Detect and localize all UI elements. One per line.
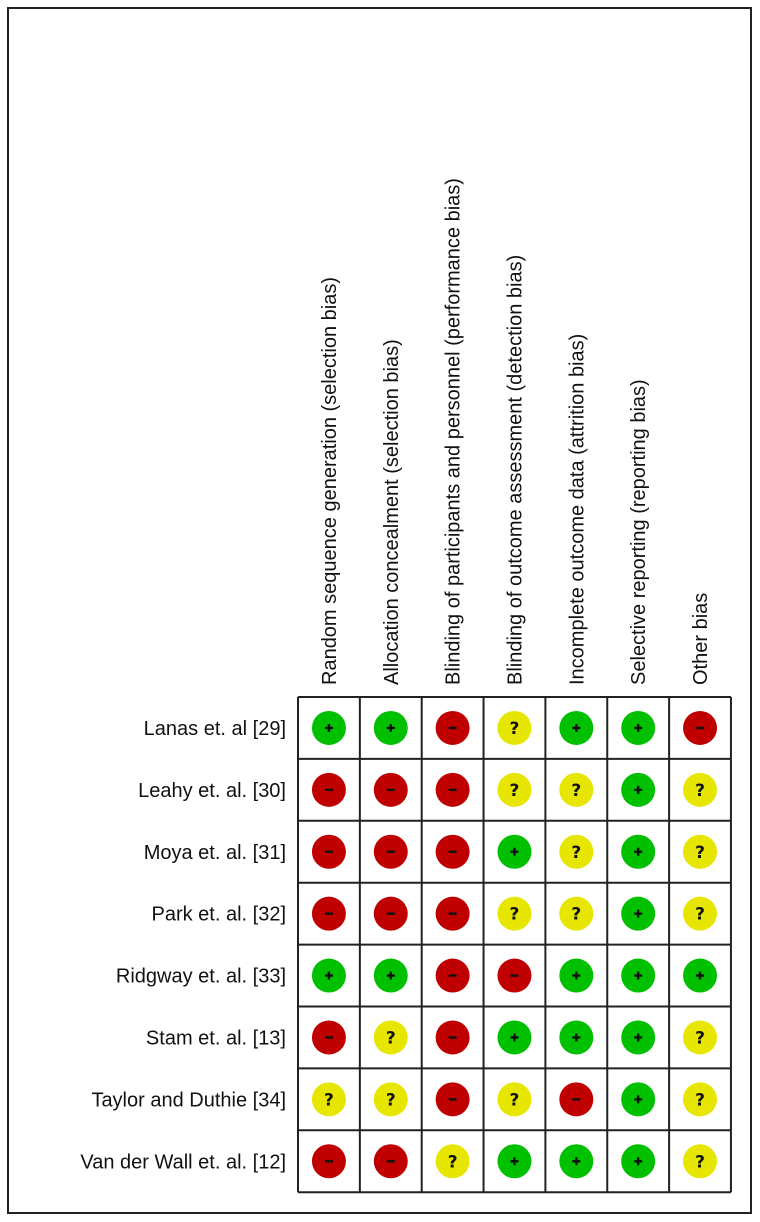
column-label: Other bias: [690, 592, 713, 685]
minus-icon: [572, 1098, 580, 1100]
high-risk-marker: [312, 835, 346, 869]
question-mark-icon: ?: [509, 1090, 520, 1111]
question-mark-icon: ?: [695, 1090, 705, 1111]
row-label: Moya et. al. [31]: [143, 841, 286, 864]
high-risk-marker: [497, 959, 531, 993]
row-label: Stam et. al. [13]: [145, 1027, 286, 1050]
question-mark-icon: ?: [571, 780, 582, 801]
plus-icon-v: [513, 1033, 515, 1041]
low-risk-marker: [497, 835, 531, 869]
minus-icon: [387, 912, 395, 914]
minus-icon: [449, 1098, 457, 1100]
high-risk-marker: [436, 1082, 470, 1116]
plus-icon-v: [637, 972, 639, 980]
question-mark-icon: ?: [385, 1028, 396, 1049]
unclear-risk-marker: [374, 1020, 408, 1054]
high-risk-marker: [436, 835, 470, 869]
high-risk-marker: [312, 1144, 346, 1178]
low-risk-marker: [621, 897, 655, 931]
low-risk-marker: [621, 835, 655, 869]
minus-icon: [387, 851, 395, 853]
plus-icon-v: [637, 786, 639, 794]
unclear-risk-marker: [683, 835, 717, 869]
high-risk-marker: [436, 897, 470, 931]
grid: [298, 697, 731, 1192]
plus-icon-v: [390, 972, 392, 980]
plus-icon-v: [637, 910, 639, 918]
row-label: Park et. al. [32]: [151, 903, 286, 926]
high-risk-marker: [559, 1082, 593, 1116]
plus-icon-v: [513, 1157, 515, 1165]
column-label: Blinding of participants and personnel (performance bias): [442, 178, 465, 685]
column-label: Selective reporting (reporting bias): [628, 379, 651, 685]
low-risk-marker: [621, 773, 655, 807]
question-mark-icon: ?: [571, 842, 582, 863]
minus-icon: [387, 789, 395, 791]
question-mark-icon: ?: [695, 1152, 705, 1173]
minus-icon: [449, 912, 457, 914]
plus-icon-v: [637, 1157, 639, 1165]
unclear-risk-marker: [559, 835, 593, 869]
high-risk-marker: [436, 711, 470, 745]
high-risk-marker: [374, 1144, 408, 1178]
minus-icon: [449, 789, 457, 791]
question-mark-icon: ?: [695, 780, 705, 801]
question-mark-icon: ?: [509, 780, 520, 801]
row-label: Ridgway et. al. [33]: [115, 965, 286, 988]
question-mark-icon: ?: [695, 1028, 705, 1049]
plus-icon-v: [637, 724, 639, 732]
unclear-risk-marker: [559, 897, 593, 931]
minus-icon: [325, 1160, 333, 1162]
unclear-risk-marker: [559, 773, 593, 807]
unclear-risk-marker: [436, 1144, 470, 1178]
column-label: Incomplete outcome data (attrition bias): [566, 333, 589, 685]
plus-icon-v: [699, 972, 701, 980]
low-risk-marker: [374, 959, 408, 993]
low-risk-marker: [374, 711, 408, 745]
high-risk-marker: [312, 773, 346, 807]
low-risk-marker: [497, 1020, 531, 1054]
low-risk-marker: [559, 1020, 593, 1054]
column-label: Blinding of outcome assessment (detection bias): [504, 254, 527, 685]
low-risk-marker: [312, 711, 346, 745]
minus-icon: [325, 1036, 333, 1038]
high-risk-marker: [374, 773, 408, 807]
minus-icon: [449, 1036, 457, 1038]
row-label: Leahy et. al. [30]: [138, 779, 286, 802]
minus-icon: [325, 789, 333, 791]
question-mark-icon: ?: [323, 1090, 334, 1111]
low-risk-marker: [497, 1144, 531, 1178]
minus-icon: [696, 727, 704, 729]
unclear-risk-marker: [683, 1144, 717, 1178]
plus-icon-v: [575, 1033, 577, 1041]
minus-icon: [510, 974, 518, 976]
high-risk-marker: [312, 1020, 346, 1054]
high-risk-marker: [436, 959, 470, 993]
question-mark-icon: ?: [695, 904, 705, 925]
high-risk-marker: [436, 773, 470, 807]
plus-icon-v: [637, 1095, 639, 1103]
minus-icon: [449, 974, 457, 976]
row-label: Lanas et. al [29]: [143, 717, 286, 740]
question-mark-icon: ?: [695, 842, 705, 863]
question-mark-icon: ?: [447, 1152, 458, 1173]
row-label: Taylor and Duthie [34]: [91, 1089, 286, 1112]
plus-icon-v: [575, 972, 577, 980]
minus-icon: [325, 912, 333, 914]
unclear-risk-marker: [497, 1082, 531, 1116]
unclear-risk-marker: [683, 897, 717, 931]
plus-icon-v: [575, 1157, 577, 1165]
unclear-risk-marker: [497, 773, 531, 807]
question-mark-icon: ?: [509, 718, 520, 739]
minus-icon: [449, 851, 457, 853]
question-mark-icon: ?: [385, 1090, 396, 1111]
unclear-risk-marker: [497, 711, 531, 745]
question-mark-icon: ?: [509, 904, 520, 925]
low-risk-marker: [559, 1144, 593, 1178]
low-risk-marker: [312, 959, 346, 993]
plus-icon-v: [390, 724, 392, 732]
minus-icon: [449, 727, 457, 729]
low-risk-marker: [559, 711, 593, 745]
low-risk-marker: [621, 1020, 655, 1054]
low-risk-marker: [559, 959, 593, 993]
low-risk-marker: [621, 1082, 655, 1116]
high-risk-marker: [374, 897, 408, 931]
high-risk-marker: [374, 835, 408, 869]
column-label: Allocation concealment (selection bias): [380, 339, 403, 685]
row-label: Van der Wall et. al. [12]: [80, 1151, 286, 1174]
plus-icon-v: [637, 848, 639, 856]
low-risk-marker: [621, 959, 655, 993]
plus-icon-v: [328, 972, 330, 980]
high-risk-marker: [436, 1020, 470, 1054]
low-risk-marker: [683, 959, 717, 993]
plus-icon-v: [637, 1033, 639, 1041]
high-risk-marker: [312, 897, 346, 931]
high-risk-marker: [683, 711, 717, 745]
question-mark-icon: ?: [571, 904, 582, 925]
unclear-risk-marker: [312, 1082, 346, 1116]
plus-icon-v: [575, 724, 577, 732]
minus-icon: [387, 1160, 395, 1162]
low-risk-marker: [621, 711, 655, 745]
unclear-risk-marker: [497, 897, 531, 931]
unclear-risk-marker: [374, 1082, 408, 1116]
minus-icon: [325, 851, 333, 853]
plus-icon-v: [513, 848, 515, 856]
unclear-risk-marker: [683, 1020, 717, 1054]
low-risk-marker: [621, 1144, 655, 1178]
unclear-risk-marker: [683, 773, 717, 807]
column-label: Random sequence generation (selection bias): [318, 276, 341, 685]
plus-icon-v: [328, 724, 330, 732]
unclear-risk-marker: [683, 1082, 717, 1116]
